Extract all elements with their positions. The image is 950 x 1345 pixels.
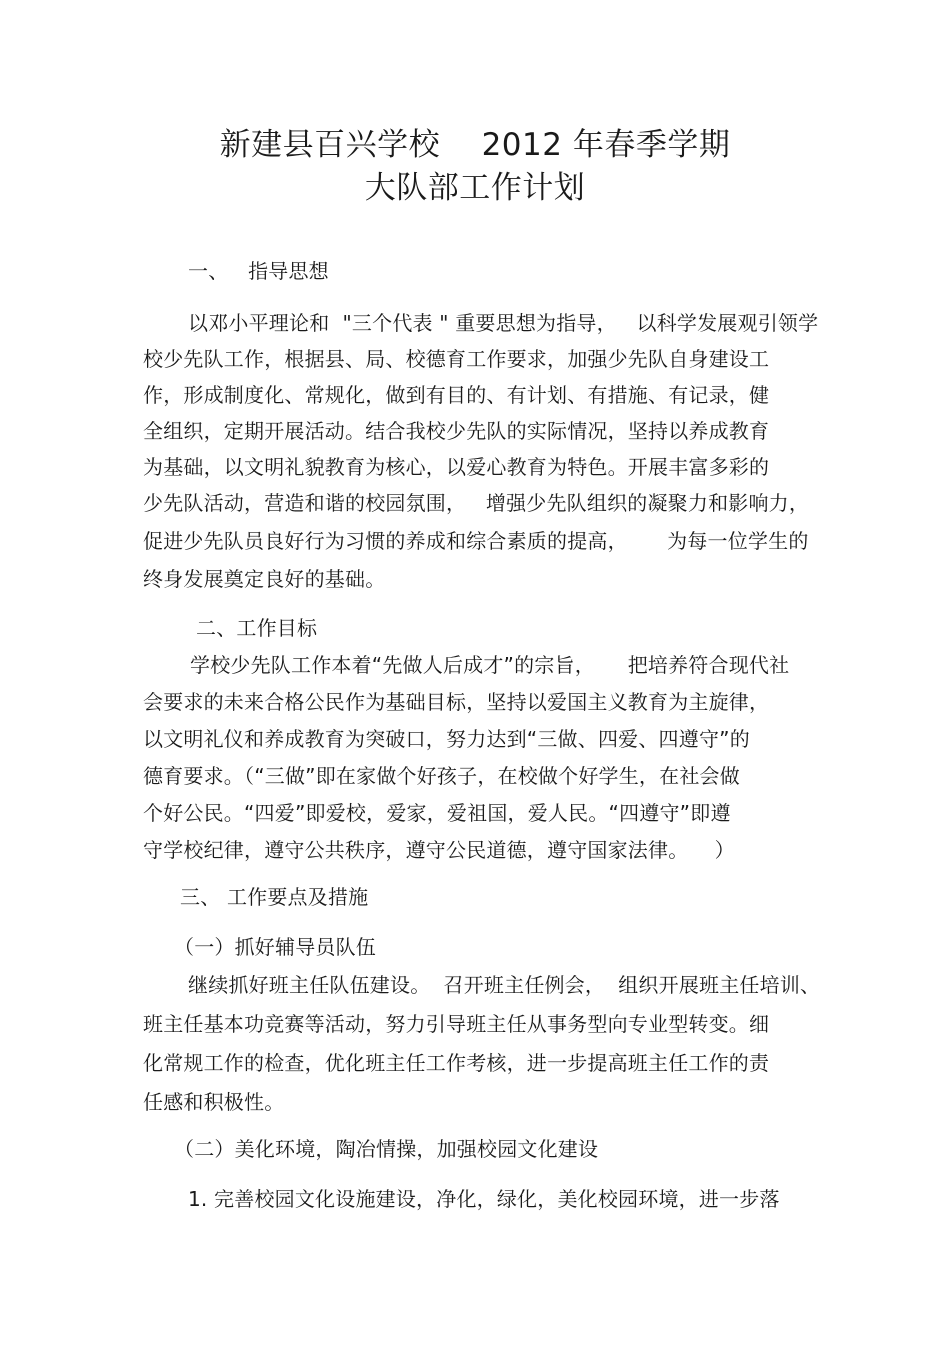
- paragraph-line: 化常规工作的检查，优化班主任工作考核，进一步提高班主任工作的责: [143, 1051, 770, 1075]
- section-heading-work-points: 三、 工作要点及措施: [180, 885, 369, 909]
- document-title-line-1: 新建县百兴学校 2012 年春季学期: [219, 127, 731, 163]
- paragraph-line: 全组织，定期开展活动。结合我校少先队的实际情况，坚持以养成教育: [143, 419, 770, 443]
- paragraph-line: 以邓小平理论和 "三个代表 " 重要思想为指导， 以科学发展观引领学: [188, 311, 819, 335]
- paragraph-line: 校少先队工作，根据县、局、校德育工作要求，加强少先队自身建设工: [143, 347, 770, 371]
- paragraph-line: 德育要求。（“三做”即在家做个好孩子，在校做个好学生，在社会做: [143, 764, 740, 788]
- paragraph-line: 学校少先队工作本着“先做人后成才”的宗旨， 把培养符合现代社: [190, 653, 790, 677]
- paragraph-line: 少先队活动，营造和谐的校园氛围， 增强少先队组织的凝聚力和影响力，: [143, 491, 810, 515]
- subsection-heading-counselor-team: （一）抓好辅导员队伍: [174, 935, 376, 959]
- paragraph-line: 任感和积极性。: [143, 1090, 285, 1114]
- paragraph-line: 促进少先队员良好行为习惯的养成和综合素质的提高， 为每一位学生的: [143, 529, 809, 553]
- section-heading-guiding-thought: 一、 指导思想: [188, 259, 329, 283]
- paragraph-line: 继续抓好班主任队伍建设。 召开班主任例会， 组织开展班主任培训、: [188, 973, 821, 997]
- paragraph-line: 个好公民。“四爱”即爱校，爱家，爱祖国，爱人民。“四遵守”即遵: [143, 801, 731, 825]
- paragraph-line: 守学校纪律，遵守公共秩序，遵守公民道德，遵守国家法律。 ）: [143, 838, 735, 862]
- paragraph-line: 终身发展奠定良好的基础。: [143, 567, 386, 591]
- paragraph-line: 以文明礼仪和养成教育为突破口，努力达到“三做、四爱、四遵守”的: [143, 727, 750, 751]
- section-heading-work-goals: 二、工作目标: [196, 616, 318, 640]
- paragraph-line: 班主任基本功竞赛等活动，努力引导班主任从事务型向专业型转变。细: [143, 1012, 770, 1036]
- document-title-line-2: 大队部工作计划: [364, 170, 586, 206]
- paragraph-line: 1. 完善校园文化设施建设，净化，绿化，美化校园环境，进一步落: [188, 1187, 780, 1211]
- subsection-heading-campus-culture: （二）美化环境，陶冶情操，加强校园文化建设: [174, 1137, 599, 1161]
- paragraph-line: 会要求的未来合格公民作为基础目标，坚持以爱国主义教育为主旋律，: [143, 690, 770, 714]
- paragraph-line: 作，形成制度化、常规化，做到有目的、有计划、有措施、有记录，健: [143, 383, 770, 407]
- paragraph-line: 为基础，以文明礼貌教育为核心，以爱心教育为特色。开展丰富多彩的: [143, 455, 770, 479]
